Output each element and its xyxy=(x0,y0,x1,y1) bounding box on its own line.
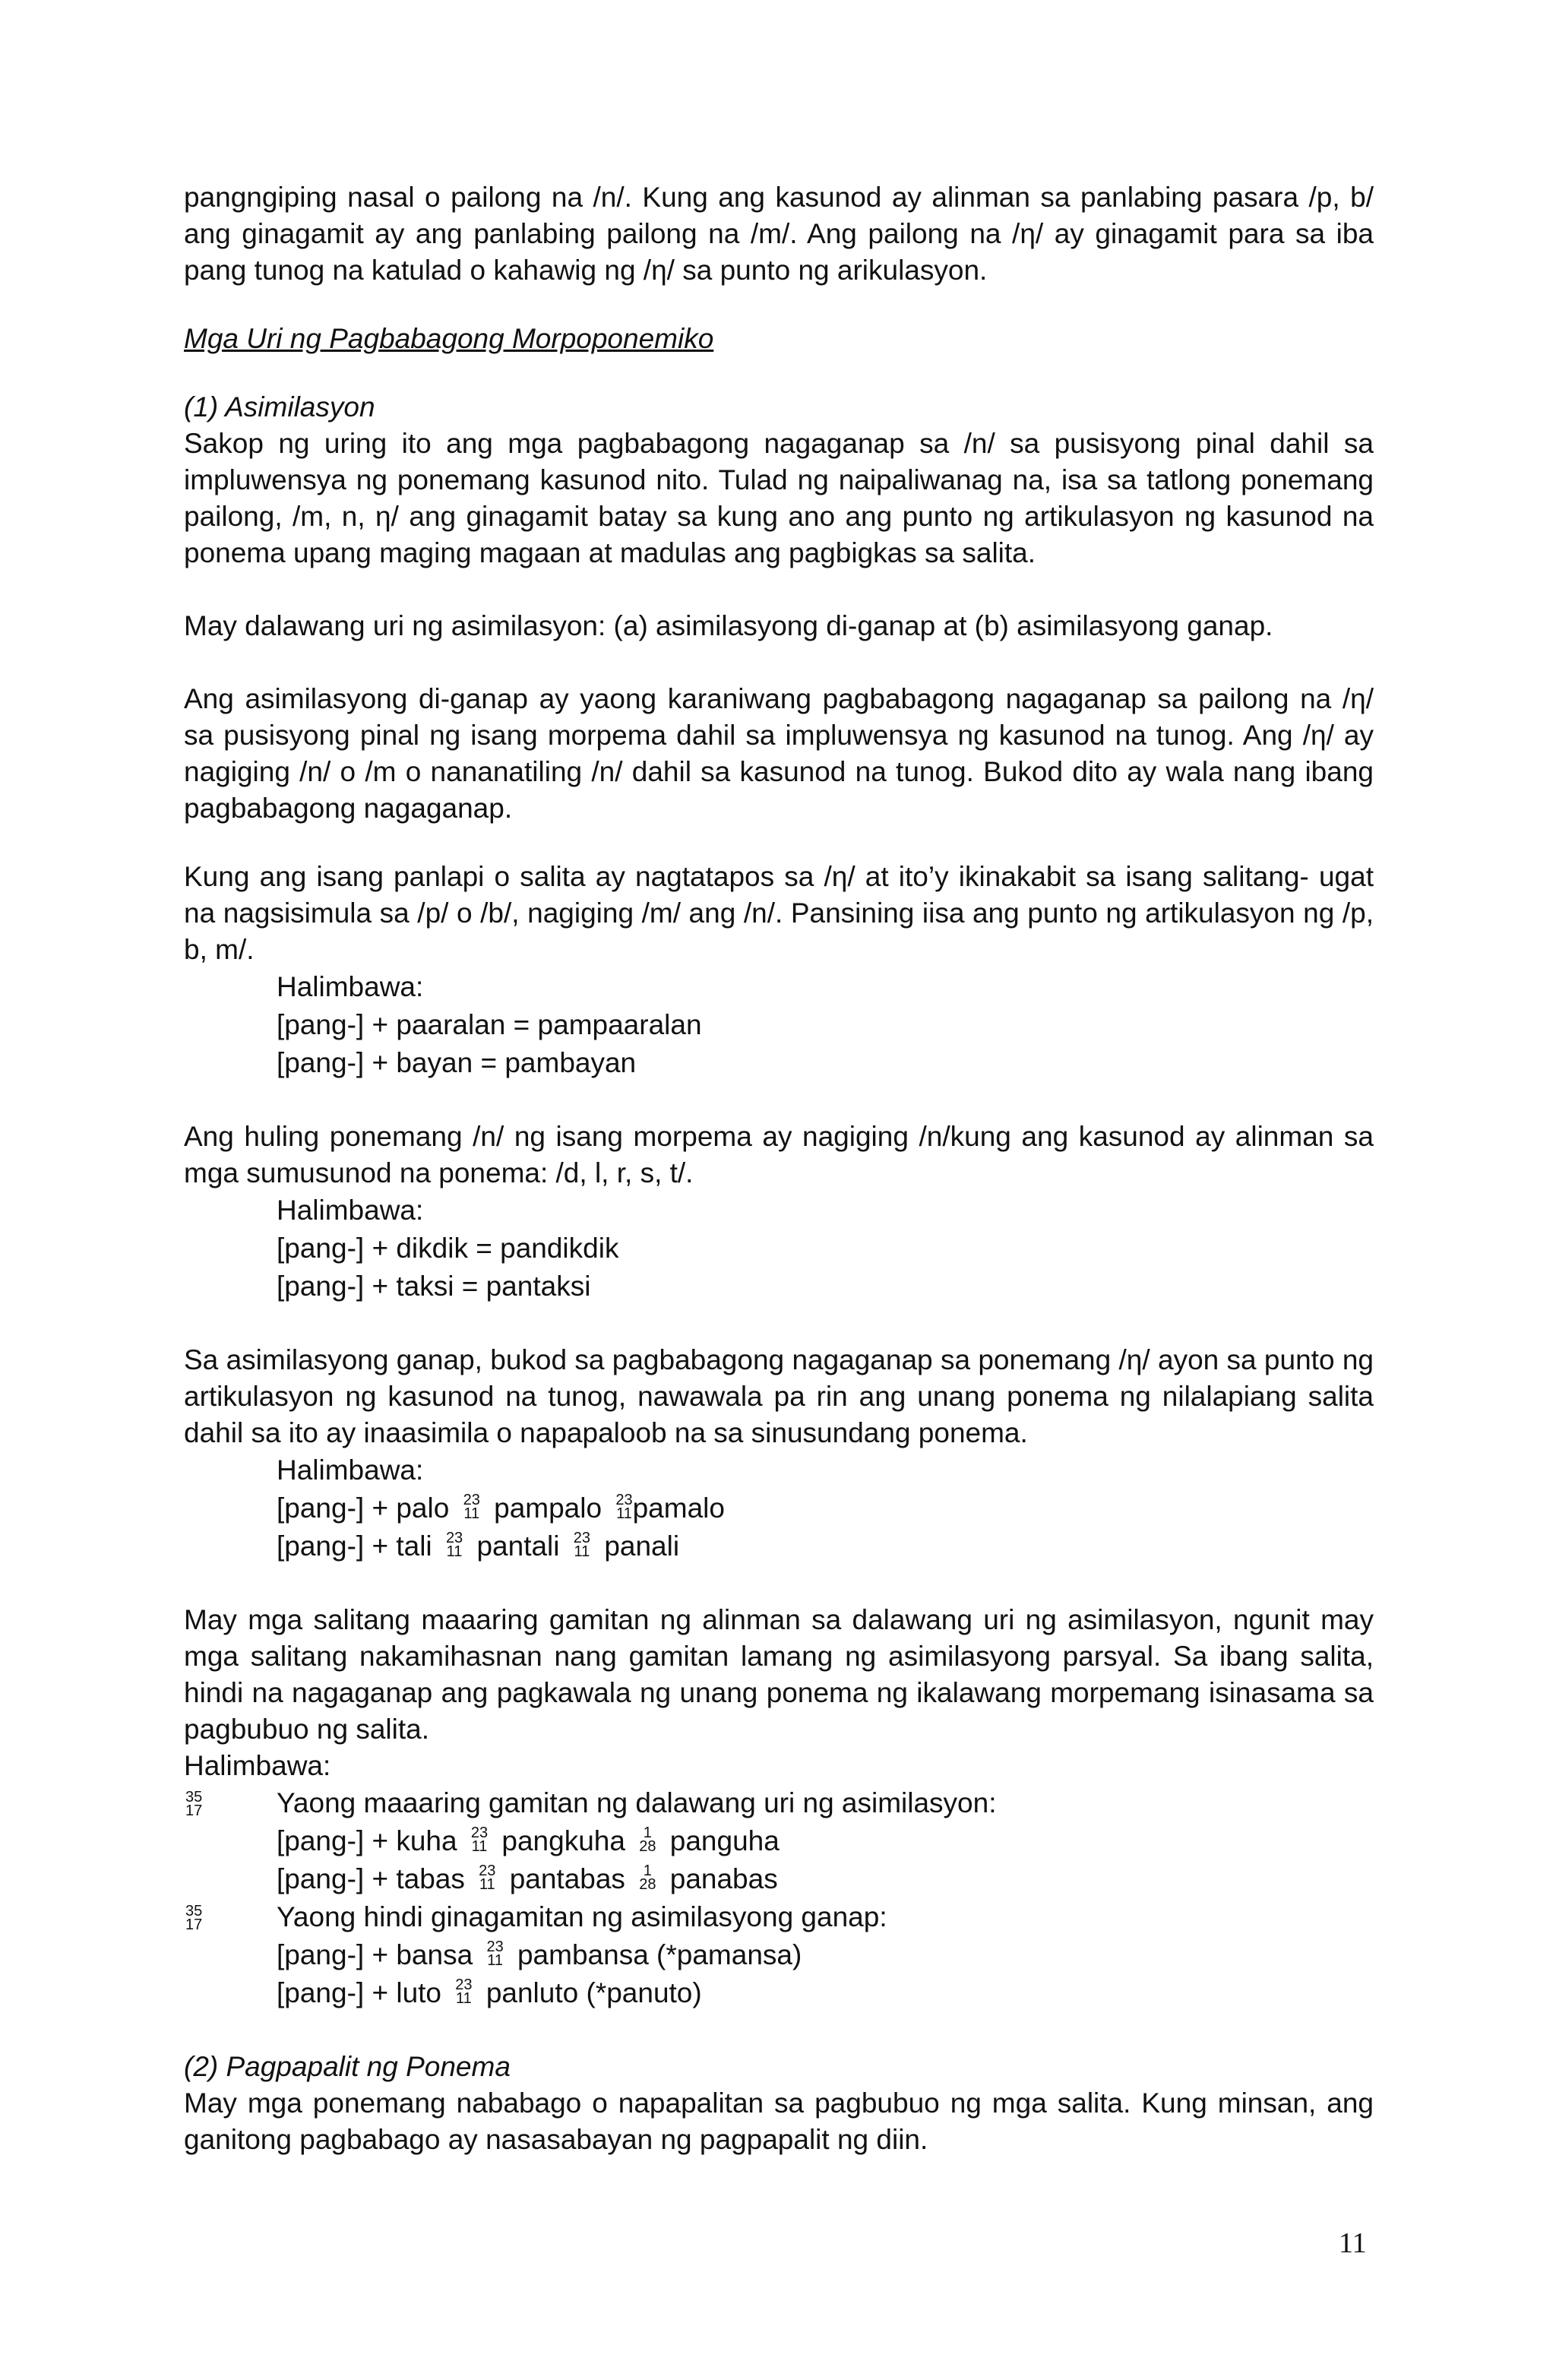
paragraph-maaaring-gamitan: May mga salitang maaaring gamitan ng alinman sa dalawang uri ng asimilasyon, ngunit may mga salitang nakamihasnan nang gamitan lamang ng asimilasyong parsyal. Sa ibang salita, hindi na nagaganap ang pagkawala ng unang ponema ng ikalawang morpemang isinasama sa pagbubuo ng salita. xyxy=(184,1604,1374,1745)
example-line xyxy=(184,1489,1374,1527)
paragraph-asimilasyong-ganap: Sa asimilasyong ganap, bukod sa pagbabagong nagaganap sa ponemang /η/ ayon sa punto ng artikulasyon ng kasunod na tunog, nawawala pa rin ang unang ponema ng nilalapiang salita dahil sa ito ay inaasimila o napapaloob na sa sinusundang ponema. xyxy=(184,1344,1374,1448)
example-line xyxy=(184,1860,1374,1898)
arrow-symbol: 23 11 xyxy=(486,1938,504,1970)
example-base: [pang-] + kuha xyxy=(277,1825,457,1856)
subheading-pagpapalit: (2) Pagpapalit ng Ponema xyxy=(184,2051,511,2082)
bullet-symbol: 35 17 xyxy=(185,1903,203,1933)
example-line: [pang-] + paaralan = pampaaralan xyxy=(277,1009,702,1040)
example-base: [pang-] + tabas xyxy=(277,1863,465,1894)
example-line: [pang-] + bayan = pambayan xyxy=(277,1047,637,1078)
paragraph-intro: pangngiping nasal o pailong na /n/. Kung ang kasunod ay alinman sa panlabing pasara /p, b/ ang ginagamit ay ang panlabing pailong na /m/. Ang pailong na /η/ ay ginagamit para sa iba pang tunog na katulad o kahawig ng /η/ sa punto ng arikulasyon. xyxy=(184,182,1374,286)
or-symbol: 1 28 xyxy=(639,1825,656,1856)
example-line: [pang-] + taksi = pantaksi xyxy=(277,1271,591,1302)
bullet-symbol: 35 17 xyxy=(185,1789,203,1819)
subheading-asimilasyon: (1) Asimilasyon xyxy=(184,391,375,423)
or-symbol: 1 28 xyxy=(639,1863,656,1894)
bullet-text: Yaong maaaring gamitan ng dalawang uri ng asimilasyon: xyxy=(277,1787,997,1818)
page-content xyxy=(184,179,1374,2158)
example-result-alt: panguha xyxy=(669,1825,780,1856)
example-result: pantali xyxy=(476,1530,560,1562)
example-result: pangkuha xyxy=(501,1825,625,1856)
bullet-text: Yaong hindi ginagamitan ng asimilasyong ganap: xyxy=(277,1901,887,1932)
example-base: [pang-] + palo xyxy=(277,1492,450,1524)
arrow-symbol: 23 11 xyxy=(615,1492,633,1523)
example-line xyxy=(184,1527,1374,1565)
bullet-item xyxy=(184,1784,1374,1822)
arrow-symbol: 23 11 xyxy=(455,1976,473,2008)
arrow-symbol: 23 11 xyxy=(479,1863,496,1894)
example-result: pantabas xyxy=(509,1863,625,1894)
page-number: 11 xyxy=(1339,2227,1367,2259)
example-line xyxy=(184,1822,1374,1860)
example-label: Halimbawa: xyxy=(277,1454,424,1486)
paragraph-di-ganap: Ang asimilasyong di-ganap ay yaong karaniwang pagbabagong nagaganap sa pailong na /η/ sa pusisyong pinal ng isang morpema dahil sa impluwensya ng kasunod na tunog. Ang /η/ ay nagiging /n/ o /m o nananatiling /n/ dahil sa kasunod na tunog. Bukod dito ay wala nang ibang pagbabagong nagaganap. xyxy=(184,683,1374,824)
example-base: [pang-] + bansa xyxy=(277,1939,473,1970)
example-base: [pang-] + tali xyxy=(277,1530,432,1562)
arrow-symbol: 23 11 xyxy=(470,1825,489,1856)
paragraph-two-kinds: May dalawang uri ng asimilasyon: (a) asimilasyong di-ganap at (b) asimilasyong ganap. xyxy=(184,610,1273,641)
section-heading: Mga Uri ng Pagbabagong Morpoponemiko xyxy=(184,323,714,354)
example-result-alt: panabas xyxy=(669,1863,778,1894)
example-label: Halimbawa: xyxy=(277,971,424,1002)
example-base: [pang-] + luto xyxy=(277,1977,442,2008)
example-result-alt: panali xyxy=(604,1530,680,1562)
paragraph-pagpapalit: May mga ponemang nababago o napapalitan sa pagbubuo ng mga salita. Kung minsan, ang ganitong pagbabago ay nasasabayan ng pagpapalit ng diin. xyxy=(184,2087,1374,2155)
arrow-symbol: 23 11 xyxy=(573,1530,591,1561)
bullet-item xyxy=(184,1898,1374,1936)
paragraph-asimilasyon: Sakop ng uring ito ang mga pagbabagong nagaganap sa /n/ sa pusisyong pinal dahil sa impluwensya ng ponemang kasunod nito. Tulad ng naipaliwanag na, isa sa tatlong ponemang pailong, /m, n, η/ ang ginagamit batay sa kung ano ang punto ng artikulasyon ng kasunod na ponema upang maging magaan at madulas ang pagbigkas sa salita. xyxy=(184,428,1374,568)
example-line xyxy=(184,1974,1374,2012)
paragraph-panlapi: Kung ang isang panlapi o salita ay nagtatapos sa /η/ at ito’y ikinakabit sa isang salitang- ugat na nagsisimula sa /p/ o /b/, nagiging /m/ ang /n/. Pansining iisa ang punto ng artikulasyon ng /p, b, m/. xyxy=(184,861,1374,965)
example-result-alt: pamalo xyxy=(632,1492,725,1524)
example-label: Halimbawa: xyxy=(184,1750,331,1781)
example-line xyxy=(184,1936,1374,1974)
arrow-symbol: 23 11 xyxy=(445,1530,463,1561)
example-result: panluto (*panuto) xyxy=(485,1977,702,2008)
example-result: pambansa (*pamansa) xyxy=(517,1939,802,1970)
example-label: Halimbawa: xyxy=(277,1195,424,1226)
arrow-symbol: 23 11 xyxy=(463,1492,480,1523)
paragraph-huling-ponema: Ang huling ponemang /n/ ng isang morpema ay nagiging /n/kung ang kasunod ay alinman sa mga sumusunod na ponema: /d, l, r, s, t/. xyxy=(184,1121,1374,1188)
example-line: [pang-] + dikdik = pandikdik xyxy=(277,1233,619,1264)
example-result: pampalo xyxy=(494,1492,602,1524)
